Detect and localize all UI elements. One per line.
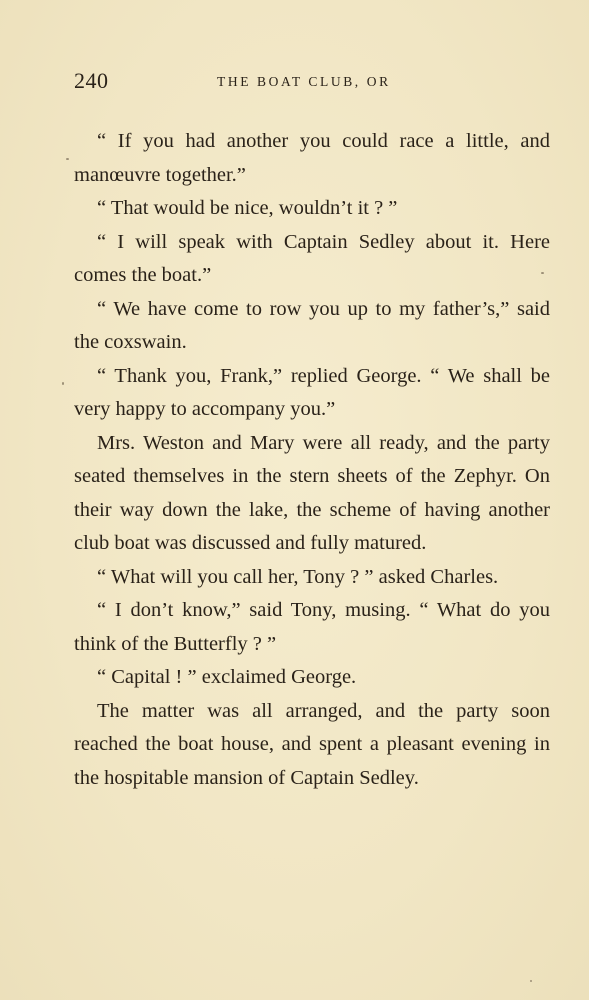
- paper-speck: [530, 980, 532, 982]
- paper-speck: [66, 158, 69, 160]
- page-header: [74, 68, 550, 98]
- paragraph: Mrs. Weston and Mary were all ready, and the party seated themselves in the stern sheets of the Zephyr. On their way down the lake, the scheme of having another club boat was discussed and fully matured.: [74, 431, 550, 554]
- paragraph: “ Thank you, Frank,” replied George. “ We shall be very happy to accompany you.”: [74, 364, 550, 420]
- running-head: THE BOAT CLUB, OR: [217, 74, 391, 89]
- paper-speck: [541, 272, 544, 274]
- paragraph: “ I will speak with Captain Sedley about it. Here comes the boat.”: [74, 230, 550, 286]
- paragraph: The matter was all arranged, and the party soon reached the boat house, and spent a pleasant evening in the hospitable mansion of Captain Sedley.: [74, 699, 550, 789]
- paragraph: “ If you had another you could race a little, and manœuvre together.”: [74, 130, 550, 186]
- page-number: 240: [74, 68, 109, 93]
- paragraph: “ That would be nice, wouldn’t it ? ”: [97, 197, 398, 219]
- paper-speck: [62, 382, 64, 385]
- paragraph: “ What will you call her, Tony ? ” asked Charles.: [97, 565, 499, 588]
- paragraph: “ Capital ! ” exclaimed George.: [97, 666, 357, 688]
- paragraph: “ We have come to row you up to my father’s,” said the coxswain.: [74, 297, 550, 353]
- paragraph: “ I don’t know,” said Tony, musing. “ What do you think of the Butterfly ? ”: [74, 599, 550, 655]
- body-text: [74, 125, 550, 795]
